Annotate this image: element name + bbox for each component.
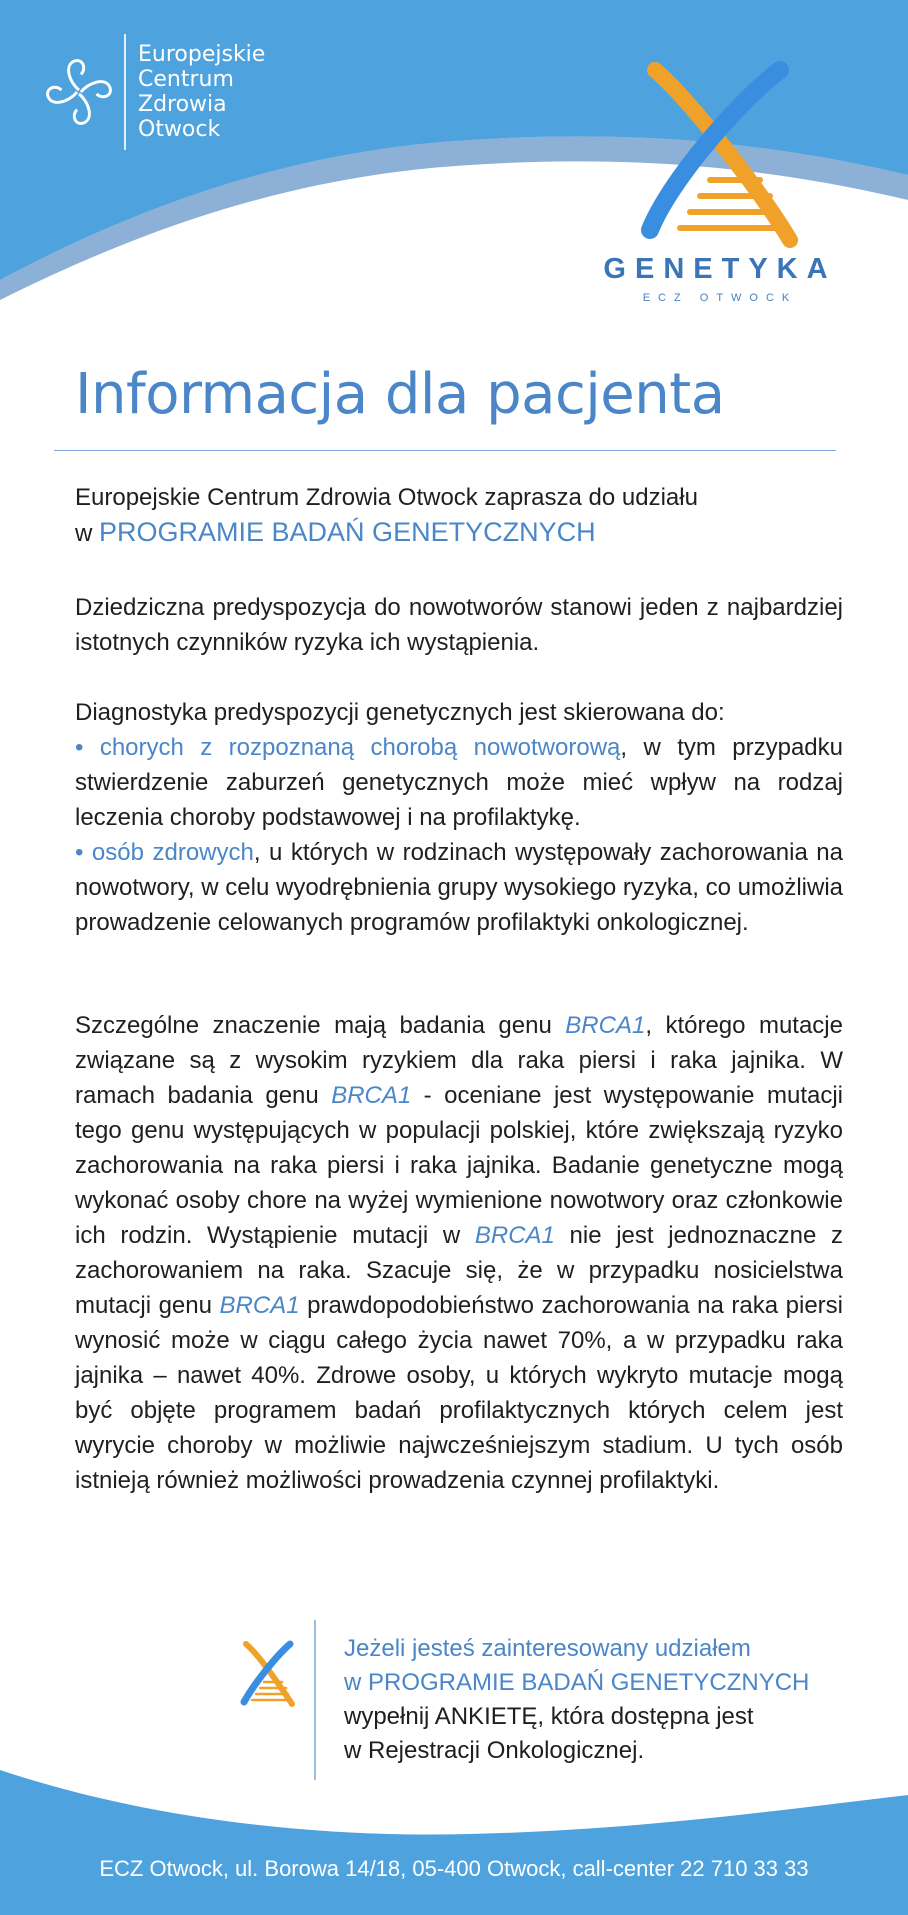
logo-line: Zdrowia [138, 91, 227, 117]
footer-address: ECZ Otwock, ul. Borowa 14/18, 05-400 Otwock, call-center 22 710 33 33 [99, 1856, 809, 1881]
cta-line: w PROGRAMIE BADAŃ GENETYCZNYCH [344, 1669, 810, 1696]
diagnostics-item-text: , u których w rodzinach występowały zachorowania na nowotwory, w celu wyodrębnienia grupy wysokiego ryzyka, co umożliwia prowadzenie celowanych programów profilaktyki onkologicznej. [75, 839, 844, 936]
logo-divider [124, 34, 126, 150]
logo-line: Otwock [138, 116, 221, 142]
cta-text [344, 1632, 809, 1768]
clover-logo-icon [40, 53, 118, 131]
heredity-text: Dziedziczna predyspozycja do nowotworów stanowi jeden z najbardziej istotnych czynników ryzyka ich wystąpienia. [75, 594, 843, 656]
title-divider [54, 450, 836, 451]
bullet-marker: • [75, 839, 84, 866]
logo-line: Europejskie [138, 41, 266, 67]
diagnostics-item-text: , w tym przypadku stwierdzenie zaburzeń genetycznych może mieć wpływ na rodzaj leczenia choroby podstawowej i na profilaktykę. [75, 734, 843, 831]
page-title: Informacja dla pacjenta [75, 362, 725, 427]
cta-line: Jeżeli jesteś zainteresowany udziałem [344, 1635, 751, 1662]
intro-paragraph [75, 480, 843, 551]
brca1-paragraph [75, 1008, 843, 1498]
diagnostics-item-accent: osób zdrowych [91, 839, 254, 866]
gene-name: BRCA1 [565, 1012, 646, 1039]
gene-name: BRCA1 [474, 1222, 555, 1249]
genetyka-subtitle: ECZ OTWOCK [642, 292, 798, 304]
diagnostics-item-sick [75, 730, 843, 835]
text-segment: , którego mutacje związane są z wysokim ryzykiem dla raka piersi i raka jajnika. W ramach badania genu [75, 1012, 843, 1109]
gene-name: BRCA1 [219, 1292, 300, 1319]
text-segment: nie jest jednoznaczne z zachorowaniem na raka. Szacuje się, że w przypadku nosicielstwa mutacji genu [75, 1222, 843, 1319]
footer-wave-background [0, 1770, 908, 1915]
brca1-text [75, 1008, 843, 1498]
dna-helix-small-icon [238, 1640, 298, 1708]
ecz-logo [40, 34, 265, 149]
diagnostics-paragraph [75, 695, 843, 940]
genetyka-title: GENETYKA [603, 253, 837, 285]
dna-helix-icon [630, 60, 810, 250]
logo-text [138, 42, 265, 142]
gene-name: BRCA1 [331, 1082, 412, 1109]
diagnostics-item-healthy [75, 835, 843, 940]
diagnostics-item-accent: chorych z rozpoznaną chorobą nowotworową [99, 734, 621, 761]
intro-line: Europejskie Centrum Zdrowia Otwock zaprasza do udziału [75, 484, 698, 511]
cta-divider [314, 1620, 316, 1780]
text-segment: - oceniane jest występowanie mutacji tego genu występujących w populacji polskiej, które zwiększają ryzyko zachorowania na raka piersi i raka jajnika. Badanie genetyczne mogą wykonać osoby chore na wyżej wymienione nowotwory oraz członkowie ich rodzin. Wystąpienie mutacji w [75, 1082, 843, 1249]
text-segment: Szczególne znaczenie mają badania genu [75, 1012, 566, 1039]
bullet-marker: • [75, 734, 84, 761]
logo-line: Centrum [138, 66, 234, 92]
intro-prefix: w [75, 520, 93, 547]
program-name: PROGRAMIE BADAŃ GENETYCZNYCH [99, 517, 596, 547]
call-to-action [232, 1620, 852, 1780]
text-segment: prawdopodobieństwo zachorowania na raka piersi wynosić może w ciągu całego życia nawet 70%, a w przypadku raka jajnika – nawet 40%. Zdrowe osoby, u których wykryto mutacje mogą być objęte programem badań profilaktycznych których celem jest wyrycie choroby w możliwie najwcześniejszym stadium. U tych osób istnieją również możliwości prowadzenia czynnej profilaktyki. [75, 1292, 843, 1494]
cta-line: w Rejestracji Onkologicznej. [344, 1737, 645, 1764]
heredity-paragraph [75, 590, 843, 660]
diagnostics-heading: Diagnostyka predyspozycji genetycznych jest skierowana do: [75, 699, 725, 726]
cta-line: wypełnij ANKIETĘ, która dostępna jest [344, 1703, 754, 1730]
